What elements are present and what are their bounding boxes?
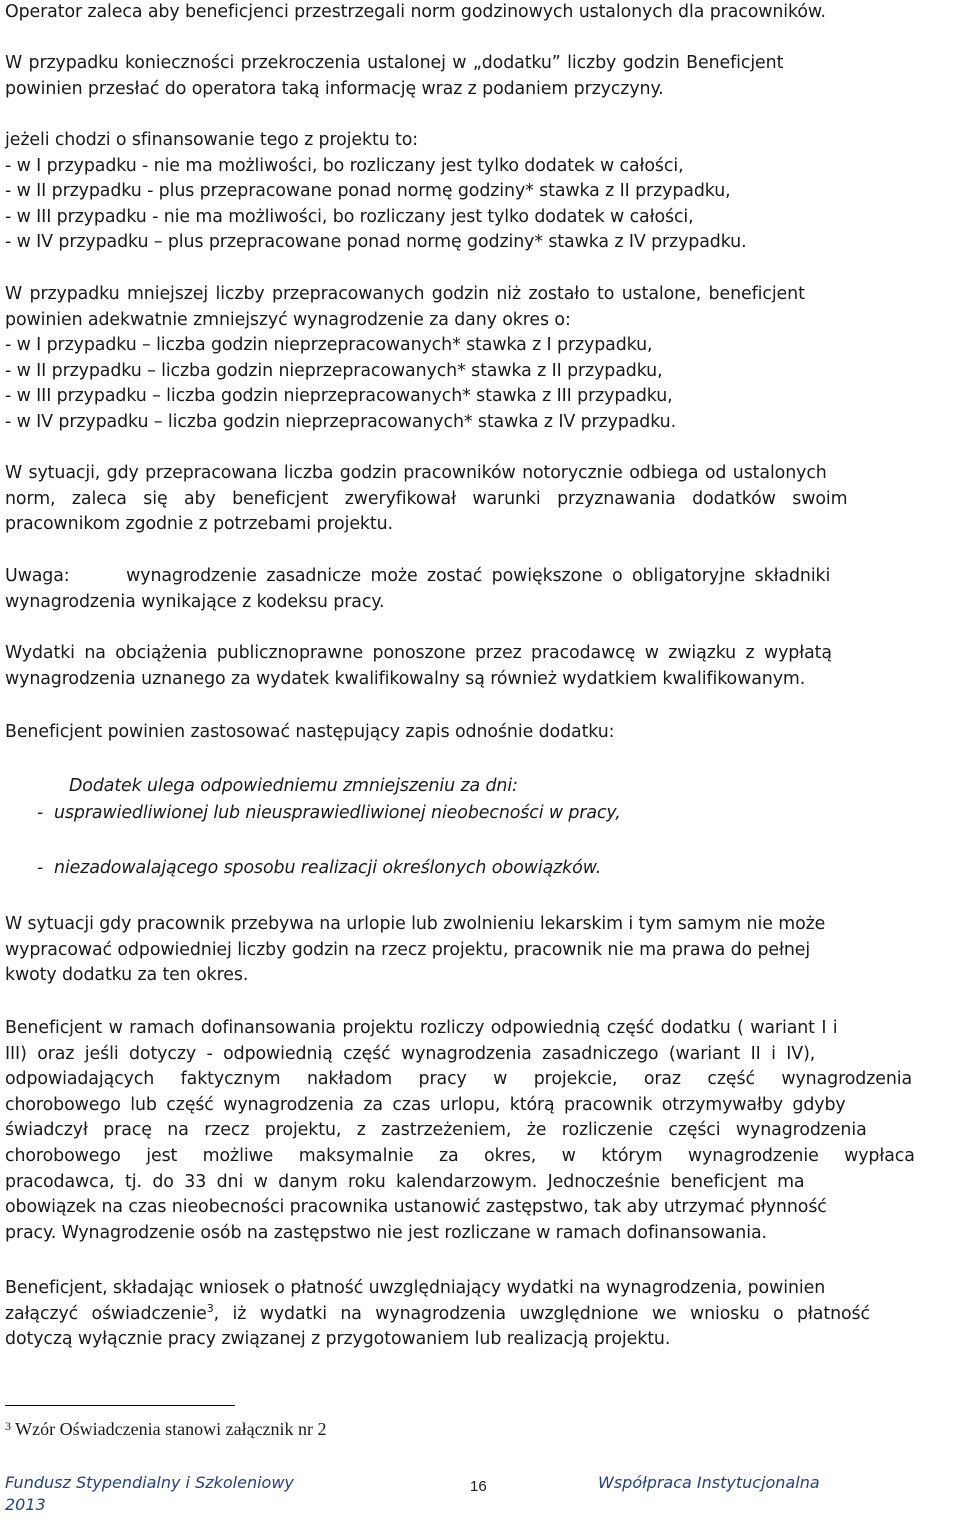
text-line: odpowiadających faktycznym nakładom pracy w projekcie, oraz część wynagrodzenia [5, 1069, 913, 1090]
text-line: jeżeli chodzi o sfinansowanie tego z projektu to: [5, 130, 419, 150]
paragraph-exceed-hours [5, 51, 955, 102]
text-line: kwoty dodatku za ten okres. [5, 965, 249, 986]
clause-heading [69, 774, 949, 800]
text-line: Operator zaleca aby beneficjenci przestrzegali norm godzinowych ustalonych dla pracowników. [5, 2, 826, 22]
list-item: - w I przypadku - nie ma możliwości, bo rozliczany jest tylko dodatek w całości, [5, 155, 684, 176]
list-item: - w II przypadku – liczba godzin nieprzepracowanych* stawka z II przypadku, [5, 360, 663, 381]
text-line: pracownikom zgodnie z potrzebami projektu. [5, 514, 393, 535]
footer-year: 2013 [5, 1495, 46, 1514]
paragraph-allowance-clause [5, 720, 955, 746]
footnote [5, 1418, 327, 1440]
text-line: dotyczą wyłącznie pracy związanej z przygotowaniem lub realizacją projektu. [5, 1329, 671, 1350]
text-line: W sytuacji gdy pracownik przebywa na urlopie lub zwolnieniu lekarskim i tym samym nie może [5, 914, 826, 934]
text-line: III) oraz jeśli dotyczy - odpowiednią część wynagrodzenia zasadniczego (wariant II i IV), [5, 1043, 816, 1064]
paragraph-deviation [5, 461, 955, 538]
paragraph-financing-cases [5, 128, 955, 256]
footnote-text: Wzór Oświadczenia stanowi załącznik nr 2 [11, 1419, 327, 1439]
text-fragment: załączyć oświadczenie [5, 1303, 207, 1324]
paragraph-fewer-hours [5, 282, 955, 436]
text-line: wypracować odpowiedniej liczby godzin na rzecz projektu, pracownik nie ma prawa do pełnej [5, 939, 811, 960]
clause-item [37, 801, 937, 827]
text-line: chorobowego lub część wynagrodzenia za czas urlopu, którą pracownik otrzymywałby gdyby [5, 1094, 846, 1115]
text-line: Beneficjent w ramach dofinansowania projektu rozliczy odpowiednią część dodatku ( wariant I i [5, 1018, 838, 1038]
text-line: norm, zaleca się aby beneficjent zweryfikował warunki przyznawania dodatków swoim [5, 488, 848, 509]
text-line: W przypadku mniejszej liczby przepracowanych godzin niż zostało to ustalone, beneficjent [5, 284, 805, 304]
text-line: świadczył pracę na rzecz projektu, z zastrzeżeniem, że rozliczenie części wynagrodzenia [5, 1120, 867, 1141]
text-line: pracy. Wynagrodzenie osób na zastępstwo nie jest rozliczane w ramach dofinansowania. [5, 1222, 767, 1243]
text-line: wynagrodzenia uznanego za wydatek kwalifikowalny są również wydatkiem kwalifikowanym. [5, 668, 806, 689]
text-line: W sytuacji, gdy przepracowana liczba godzin pracowników notorycznie odbiega od ustalonych [5, 463, 827, 483]
footnote-number: 3 [5, 1419, 11, 1433]
footnote-reference: 3 [206, 1301, 214, 1315]
paragraph-norms [5, 0, 955, 26]
text-line: Wydatki na obciążenia publicznoprawne ponoszone przez pracodawcę w związku z wypłatą [5, 643, 832, 663]
footer-section-name: Współpraca Instytucjonalna [598, 1473, 820, 1492]
list-item: - w IV przypadku – liczba godzin nieprzepracowanych* stawka z IV przypadku. [5, 411, 677, 432]
clause-item [37, 856, 937, 882]
text-line: Beneficjent, składając wniosek o płatność uwzględniający wydatki na wynagrodzenia, powinien [5, 1278, 826, 1298]
text-line: powinien przesłać do operatora taką informację wraz z podaniem przyczyny. [5, 78, 664, 99]
list-item: - w III przypadku – liczba godzin nieprzepracowanych* stawka z III przypadku, [5, 386, 673, 407]
list-item: - w III przypadku - nie ma możliwości, bo rozliczany jest tylko dodatek w całości, [5, 206, 694, 227]
text-line: Dodatek ulega odpowiedniemu zmniejszeniu za dni: [69, 776, 518, 796]
footer-right [598, 1472, 820, 1494]
list-item: - w II przypadku - plus przepracowane ponad normę godziny* stawka z II przypadku, [5, 181, 731, 202]
text-line: obowiązek na czas nieobecności pracownika ustanowić zastępstwo, tak aby utrzymać płynność [5, 1197, 827, 1218]
text-line: pracodawca, tj. do 33 dni w danym roku kalendarzowym. Jednocześnie beneficjent ma [5, 1171, 805, 1192]
list-item: - w IV przypadku – plus przepracowane ponad normę godziny* stawka z IV przypadku. [5, 232, 747, 253]
list-item: - w I przypadku – liczba godzin nieprzepracowanych* stawka z I przypadku, [5, 335, 653, 356]
page-number: 16 [470, 1478, 487, 1495]
paragraph-public-charges [5, 641, 955, 692]
footer-left [5, 1472, 294, 1516]
paragraph-settlement [5, 1016, 955, 1246]
text-line: wynagrodzenia wynikające z kodeksu pracy. [5, 591, 385, 612]
text-line: Uwaga: wynagrodzenie zasadnicze może zostać powiększone o obligatoryjne składniki [5, 566, 831, 586]
text-fragment: , iż wydatki na wynagrodzenia uwzględnione we wniosku o płatność [213, 1303, 870, 1324]
paragraph-statement [5, 1276, 955, 1353]
paragraph-leave [5, 912, 955, 989]
text-line: W przypadku konieczności przekroczenia ustalonej w „dodatku” liczby godzin Beneficjent [5, 53, 784, 73]
text-line [5, 1302, 955, 1328]
text-line: - niezadowalającego sposobu realizacji określonych obowiązków. [37, 858, 602, 878]
paragraph-note [5, 564, 955, 615]
footer-program-name: Fundusz Stypendialny i Szkoleniowy [5, 1473, 294, 1492]
text-line: - usprawiedliwionej lub nieusprawiedliwionej nieobecności w pracy, [37, 803, 621, 823]
text-line: powinien adekwatnie zmniejszyć wynagrodzenie za dany okres o: [5, 309, 571, 330]
footnote-divider [5, 1405, 235, 1406]
text-line: Beneficjent powinien zastosować następujący zapis odnośnie dodatku: [5, 722, 615, 742]
text-line: chorobowego jest możliwe maksymalnie za okres, w którym wynagrodzenie wypłaca [5, 1145, 915, 1166]
